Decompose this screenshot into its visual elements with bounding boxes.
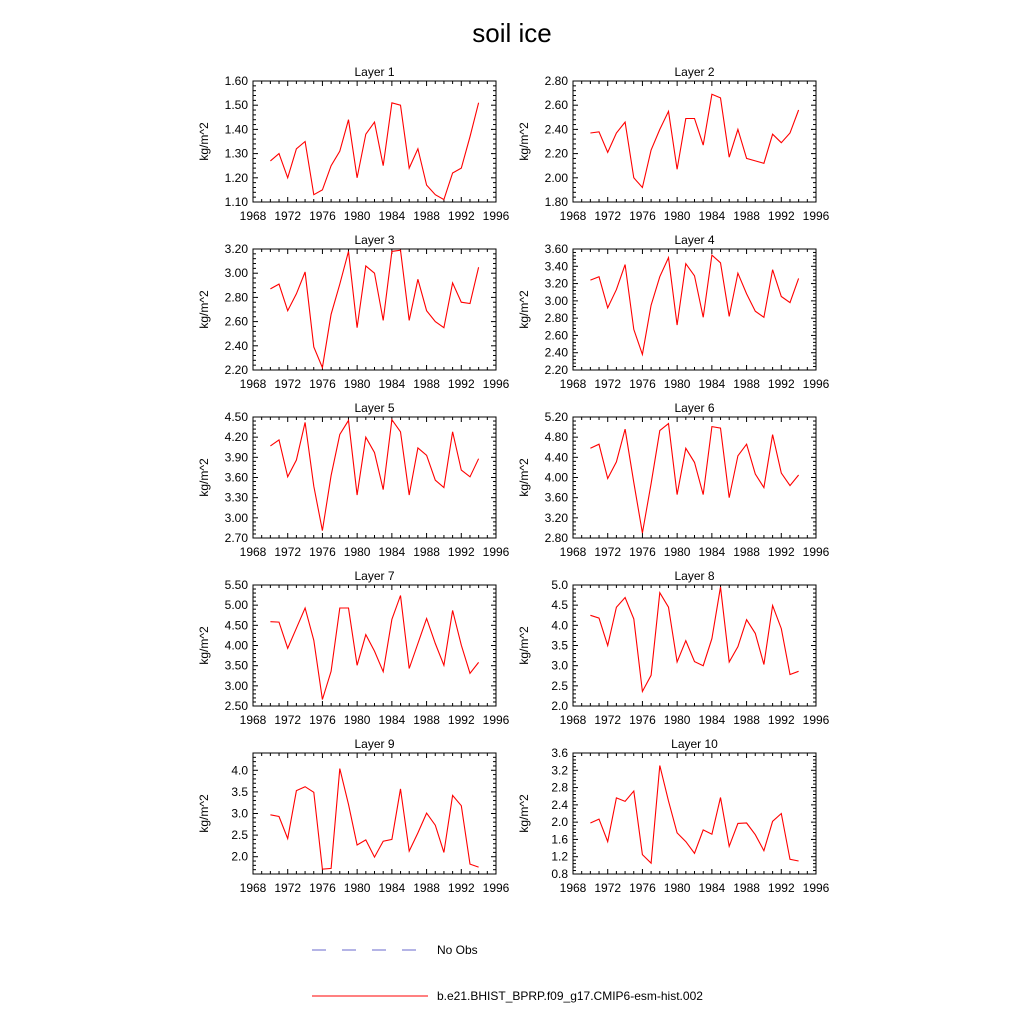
y-tick-label: 2.50 <box>224 699 248 713</box>
plot-frame <box>573 417 816 538</box>
series-line-model <box>270 250 478 367</box>
x-tick-label: 1972 <box>594 545 622 559</box>
x-tick-label: 1988 <box>413 881 440 895</box>
x-tick-label: 1988 <box>413 713 440 727</box>
plot-frame <box>253 81 496 202</box>
panel-title: Layer 9 <box>354 737 395 751</box>
y-tick-label: 4.0 <box>231 763 248 778</box>
panel-layer-8 <box>517 569 830 727</box>
y-tick-label: 2.8 <box>551 780 568 795</box>
figure-title: soil ice <box>472 18 552 48</box>
x-tick-label: 1980 <box>343 377 371 391</box>
y-tick-label: 3.6 <box>551 746 568 760</box>
y-tick-label: 3.2 <box>551 763 568 778</box>
y-tick-label: 4.00 <box>544 470 568 485</box>
series-line-model <box>270 420 478 531</box>
panel-layer-10 <box>517 737 830 895</box>
plot-frame <box>573 249 816 370</box>
y-tick-label: 2.80 <box>544 531 568 545</box>
y-tick-label: 3.20 <box>224 242 248 256</box>
x-tick-label: 1976 <box>629 377 656 391</box>
x-tick-label: 1968 <box>559 881 587 895</box>
x-tick-label: 1984 <box>698 713 726 727</box>
x-tick-label: 1980 <box>663 545 691 559</box>
x-tick-label: 1968 <box>559 713 587 727</box>
y-tick-label: 1.6 <box>551 832 568 847</box>
y-tick-label: 3.00 <box>224 510 248 525</box>
x-tick-label: 1992 <box>447 881 475 895</box>
legend <box>312 943 703 1003</box>
x-tick-label: 1972 <box>594 209 622 223</box>
x-tick-label: 1968 <box>559 545 587 559</box>
x-tick-label: 1996 <box>802 209 830 223</box>
x-tick-label: 1976 <box>309 881 336 895</box>
x-tick-label: 1980 <box>663 377 691 391</box>
x-tick-label: 1976 <box>309 377 336 391</box>
y-tick-label: 2.80 <box>544 311 568 326</box>
y-tick-label: 3.30 <box>224 490 248 505</box>
panels <box>197 65 830 895</box>
x-tick-label: 1980 <box>343 713 371 727</box>
panel-title: Layer 1 <box>354 65 395 79</box>
y-axis-label: kg/m^2 <box>197 794 211 833</box>
y-tick-label: 2.00 <box>544 170 568 185</box>
panel-title: Layer 10 <box>671 737 718 751</box>
y-axis-label: kg/m^2 <box>517 458 531 497</box>
x-tick-label: 1980 <box>663 881 691 895</box>
series-line-model <box>590 255 798 354</box>
x-tick-label: 1976 <box>629 713 656 727</box>
x-tick-label: 1972 <box>274 545 302 559</box>
panel-layer-7 <box>197 569 510 727</box>
panel-layer-2 <box>517 65 830 223</box>
x-tick-label: 1976 <box>629 881 656 895</box>
panel-layer-6 <box>517 401 830 559</box>
x-tick-label: 1992 <box>447 713 475 727</box>
panel-title: Layer 3 <box>354 233 395 247</box>
panel-title: Layer 6 <box>674 401 715 415</box>
y-tick-label: 3.90 <box>224 450 248 465</box>
plot-frame <box>573 585 816 706</box>
y-tick-label: 5.20 <box>544 410 568 424</box>
x-tick-label: 1976 <box>309 713 336 727</box>
x-tick-label: 1996 <box>482 377 510 391</box>
panel-layer-5 <box>197 401 510 559</box>
panel-title: Layer 4 <box>674 233 715 247</box>
y-tick-label: 1.20 <box>224 170 248 185</box>
y-tick-label: 2.20 <box>544 363 568 377</box>
panel-title: Layer 2 <box>674 65 715 79</box>
panel-title: Layer 8 <box>674 569 715 583</box>
x-tick-label: 1988 <box>413 209 440 223</box>
series-line-model <box>270 103 478 200</box>
y-tick-label: 1.40 <box>224 122 248 137</box>
y-tick-label: 3.00 <box>224 266 248 281</box>
y-tick-label: 3.5 <box>551 638 568 653</box>
y-tick-label: 3.20 <box>544 510 568 525</box>
x-tick-label: 1992 <box>447 377 475 391</box>
y-tick-label: 1.50 <box>224 98 248 113</box>
y-tick-label: 2.20 <box>224 363 248 377</box>
y-tick-label: 2.80 <box>224 290 248 305</box>
y-tick-label: 4.40 <box>544 450 568 465</box>
x-tick-label: 1968 <box>239 377 267 391</box>
series-line-model <box>270 769 478 870</box>
y-axis-label: kg/m^2 <box>197 626 211 665</box>
x-tick-label: 1992 <box>767 713 795 727</box>
series-line-model <box>590 766 798 864</box>
y-tick-label: 1.2 <box>551 849 568 864</box>
x-tick-label: 1996 <box>482 713 510 727</box>
x-tick-label: 1972 <box>594 377 622 391</box>
y-tick-label: 3.60 <box>544 242 568 256</box>
x-tick-label: 1968 <box>559 209 587 223</box>
y-tick-label: 5.50 <box>224 578 248 592</box>
y-tick-label: 2.0 <box>551 815 568 830</box>
x-tick-label: 1996 <box>802 881 830 895</box>
x-tick-label: 1980 <box>343 545 371 559</box>
x-tick-label: 1984 <box>698 377 726 391</box>
x-tick-label: 1988 <box>733 545 760 559</box>
y-tick-label: 4.5 <box>551 598 568 613</box>
y-tick-label: 2.40 <box>224 338 248 353</box>
x-tick-label: 1996 <box>482 881 510 895</box>
panel-layer-4 <box>517 233 830 391</box>
x-tick-label: 1980 <box>663 713 691 727</box>
y-tick-label: 4.80 <box>544 430 568 445</box>
x-tick-label: 1972 <box>274 713 302 727</box>
y-tick-label: 3.0 <box>231 806 248 821</box>
y-axis-label: kg/m^2 <box>517 626 531 665</box>
x-tick-label: 1988 <box>413 377 440 391</box>
x-tick-label: 1976 <box>629 209 656 223</box>
x-tick-label: 1996 <box>482 545 510 559</box>
y-tick-label: 2.70 <box>224 531 248 545</box>
y-tick-label: 2.60 <box>544 98 568 113</box>
y-axis-label: kg/m^2 <box>197 458 211 497</box>
x-tick-label: 1988 <box>733 881 760 895</box>
y-tick-label: 3.5 <box>231 784 248 799</box>
x-tick-label: 1996 <box>802 713 830 727</box>
series-line-model <box>590 424 798 533</box>
x-tick-label: 1996 <box>482 209 510 223</box>
x-tick-label: 1984 <box>378 377 406 391</box>
x-tick-label: 1976 <box>309 209 336 223</box>
x-tick-label: 1988 <box>733 377 760 391</box>
y-tick-label: 4.20 <box>224 430 248 445</box>
x-tick-label: 1984 <box>378 713 406 727</box>
x-tick-label: 1972 <box>274 377 302 391</box>
x-tick-label: 1996 <box>802 545 830 559</box>
plot-frame <box>253 249 496 370</box>
x-tick-label: 1988 <box>733 713 760 727</box>
y-tick-label: 1.60 <box>224 74 248 88</box>
plot-frame <box>253 753 496 874</box>
y-tick-label: 2.0 <box>231 849 248 864</box>
y-tick-label: 2.0 <box>551 699 568 713</box>
y-tick-label: 2.20 <box>544 146 568 161</box>
x-tick-label: 1972 <box>274 209 302 223</box>
x-tick-label: 1984 <box>698 545 726 559</box>
panel-layer-1 <box>197 65 510 223</box>
y-tick-label: 2.40 <box>544 345 568 360</box>
series-line-model <box>590 587 798 692</box>
x-tick-label: 1992 <box>767 881 795 895</box>
x-tick-label: 1992 <box>447 545 475 559</box>
y-tick-label: 5.0 <box>551 578 568 592</box>
y-tick-label: 4.50 <box>224 410 248 424</box>
x-tick-label: 1988 <box>733 209 760 223</box>
panel-layer-9 <box>197 737 510 895</box>
x-tick-label: 1968 <box>239 881 267 895</box>
x-tick-label: 1968 <box>239 545 267 559</box>
y-axis-label: kg/m^2 <box>517 290 531 329</box>
y-tick-label: 4.00 <box>224 638 248 653</box>
x-tick-label: 1984 <box>378 209 406 223</box>
series-line-model <box>590 94 798 187</box>
y-tick-label: 2.5 <box>231 828 248 843</box>
x-tick-label: 1972 <box>594 881 622 895</box>
y-tick-label: 2.80 <box>544 74 568 88</box>
panel-title: Layer 5 <box>354 401 395 415</box>
y-tick-label: 2.40 <box>544 122 568 137</box>
x-tick-label: 1984 <box>378 881 406 895</box>
series-line-model <box>270 596 478 700</box>
y-tick-label: 0.8 <box>551 867 568 881</box>
y-tick-label: 3.0 <box>551 658 568 673</box>
y-tick-label: 2.5 <box>551 678 568 693</box>
panel-title: Layer 7 <box>354 569 395 583</box>
y-tick-label: 4.0 <box>551 618 568 633</box>
y-tick-label: 2.60 <box>544 328 568 343</box>
x-tick-label: 1992 <box>447 209 475 223</box>
x-tick-label: 1980 <box>663 209 691 223</box>
legend-no-obs-label: No Obs <box>437 943 478 957</box>
y-tick-label: 3.40 <box>544 259 568 274</box>
y-axis-label: kg/m^2 <box>197 122 211 161</box>
x-tick-label: 1976 <box>629 545 656 559</box>
x-tick-label: 1996 <box>802 377 830 391</box>
y-tick-label: 3.50 <box>224 658 248 673</box>
y-tick-label: 1.10 <box>224 195 248 209</box>
panel-layer-3 <box>197 233 510 391</box>
x-tick-label: 1992 <box>767 545 795 559</box>
plot-frame <box>573 753 816 874</box>
y-axis-label: kg/m^2 <box>197 290 211 329</box>
y-tick-label: 1.30 <box>224 146 248 161</box>
y-tick-label: 3.60 <box>224 470 248 485</box>
y-tick-label: 5.00 <box>224 598 248 613</box>
y-tick-label: 3.60 <box>544 490 568 505</box>
x-tick-label: 1972 <box>274 881 302 895</box>
x-tick-label: 1988 <box>413 545 440 559</box>
y-tick-label: 1.80 <box>544 195 568 209</box>
x-tick-label: 1992 <box>767 377 795 391</box>
x-tick-label: 1980 <box>343 881 371 895</box>
y-axis-label: kg/m^2 <box>517 794 531 833</box>
x-tick-label: 1968 <box>559 377 587 391</box>
y-tick-label: 3.00 <box>224 678 248 693</box>
y-tick-label: 2.4 <box>551 797 568 812</box>
y-tick-label: 2.60 <box>224 314 248 329</box>
y-tick-label: 4.50 <box>224 618 248 633</box>
y-tick-label: 3.00 <box>544 293 568 308</box>
y-tick-label: 3.20 <box>544 276 568 291</box>
x-tick-label: 1968 <box>239 713 267 727</box>
y-axis-label: kg/m^2 <box>517 122 531 161</box>
x-tick-label: 1984 <box>378 545 406 559</box>
x-tick-label: 1992 <box>767 209 795 223</box>
x-tick-label: 1984 <box>698 881 726 895</box>
legend-model-label: b.e21.BHIST_BPRP.f09_g17.CMIP6-esm-hist.002 <box>437 989 703 1003</box>
x-tick-label: 1984 <box>698 209 726 223</box>
x-tick-label: 1968 <box>239 209 267 223</box>
x-tick-label: 1980 <box>343 209 371 223</box>
x-tick-label: 1972 <box>594 713 622 727</box>
x-tick-label: 1976 <box>309 545 336 559</box>
plot-frame <box>253 417 496 538</box>
